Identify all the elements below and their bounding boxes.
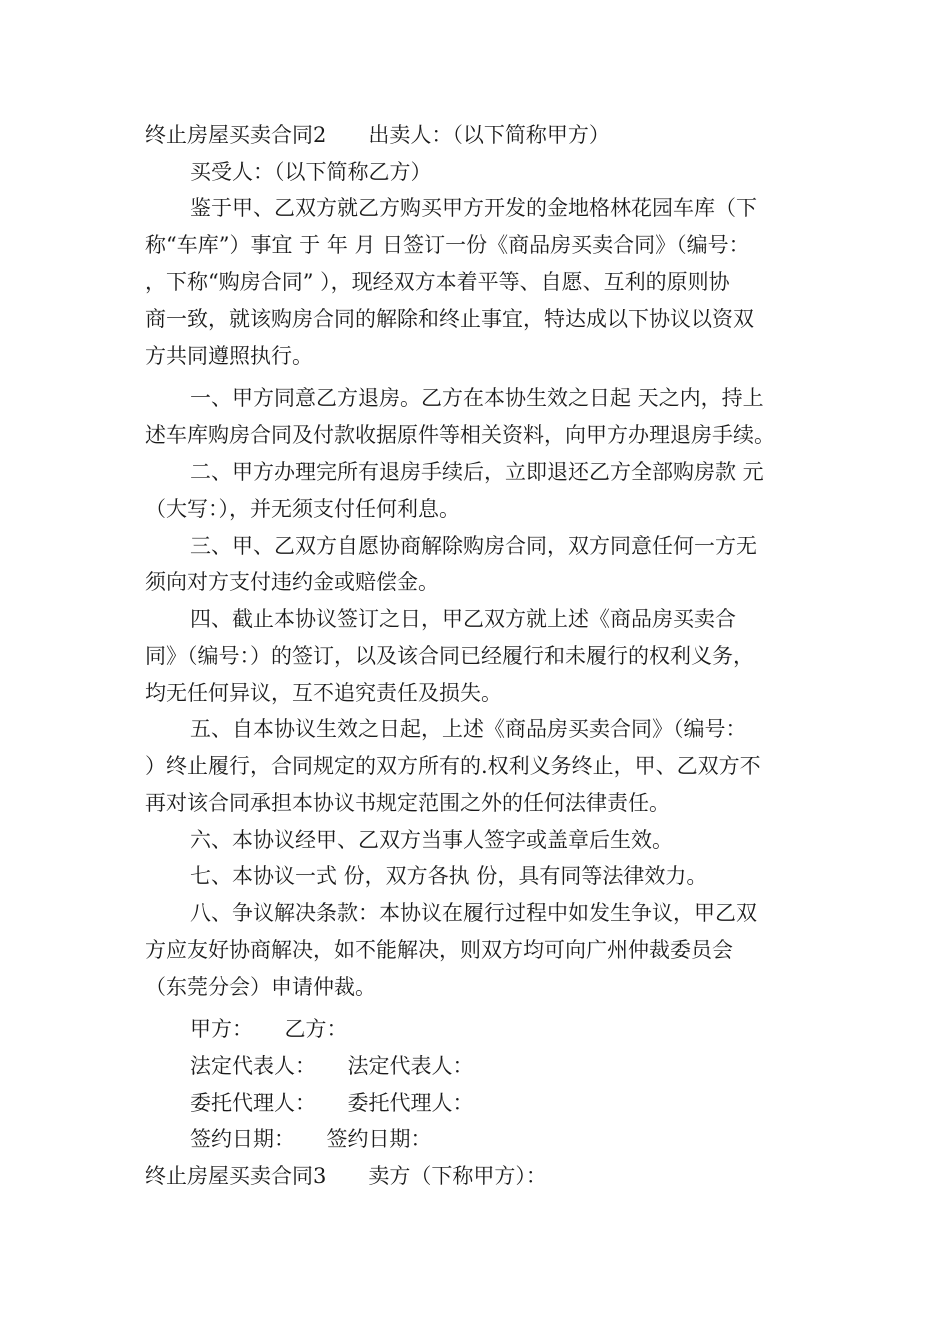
clause-5-line: 五、自本协议生效之日起，上述《商品房买卖合同》（编号： [190,717,747,741]
clause-3-line: 须向对方支付违约金或赔偿金。 [145,570,439,594]
clause-5-line: ）终止履行，合同规定的双方所有的.权利义务终止，甲、乙双方不 [145,754,761,778]
contract-3-title-line: 终止房屋买卖合同3 卖方（下称甲方）： [145,1164,547,1188]
clause-5-line: 再对该合同承担本协议书规定范围之外的任何法律责任。 [145,791,670,815]
clause-7-line: 七、本协议一式 份，双方各执 份，具有同等法律效力。 [190,864,708,888]
preamble-line: 商一致，就该购房合同的解除和终止事宜，特达成以下协议以资双 [145,307,754,331]
clause-2-line: 二、甲方办理完所有退房手续后，立即退还乙方全部购房款 元 [190,460,764,484]
clause-4-line: 均无任何异议，互不追究责任及损失。 [145,681,502,705]
clause-8-line: 八、争议解决条款：本协议在履行过程中如发生争议，甲乙双 [190,901,757,925]
preamble-line: 称“车库”）事宜 于 年 月 日签订一份《商品房买卖合同》（编号： [145,233,750,257]
clause-2-line: （大写：），并无须支付任何利息。 [145,497,460,521]
preamble-line: 方共同遵照执行。 [145,344,313,368]
clause-4-line: 同》（编号：）的签订，以及该合同已经履行和未履行的权利义务， [145,644,754,668]
clause-3-line: 三、甲、乙双方自愿协商解除购房合同，双方同意任何一方无 [190,534,757,558]
signature-date-line: 签约日期： 签约日期： [190,1127,432,1151]
clause-6-line: 六、本协议经甲、乙双方当事人签字或盖章后生效。 [190,828,673,852]
clause-1-line: 一、甲方同意乙方退房。乙方在本协生效之日起 天之内，持上 [190,386,764,410]
clause-8-line: 方应友好协商解决，如不能解决，则双方均可向广州仲裁委员会 [145,938,733,962]
clause-1-line: 述车库购房合同及付款收据原件等相关资料，向甲方办理退房手续。 [145,423,775,447]
buyer-line: 买受人：（以下简称乙方） [190,160,432,184]
signature-representative-line: 法定代表人： 法定代表人： [190,1054,474,1078]
clause-8-line: （东莞分会）申请仲裁。 [145,975,376,999]
preamble-line: 鉴于甲、乙双方就乙方购买甲方开发的金地格林花园车库（下 [190,196,757,220]
signature-parties-line: 甲方： 乙方： [190,1017,348,1041]
signature-agent-line: 委托代理人： 委托代理人： [190,1091,474,1115]
clause-4-line: 四、截止本协议签订之日，甲乙双方就上述《商品房买卖合 [190,607,736,631]
preamble-line: ，下称“购房合同” ），现经双方本着平等、自愿、互利的原则协 [145,270,730,294]
contract-2-title-line: 终止房屋买卖合同2 出卖人：（以下简称甲方） [145,123,610,147]
